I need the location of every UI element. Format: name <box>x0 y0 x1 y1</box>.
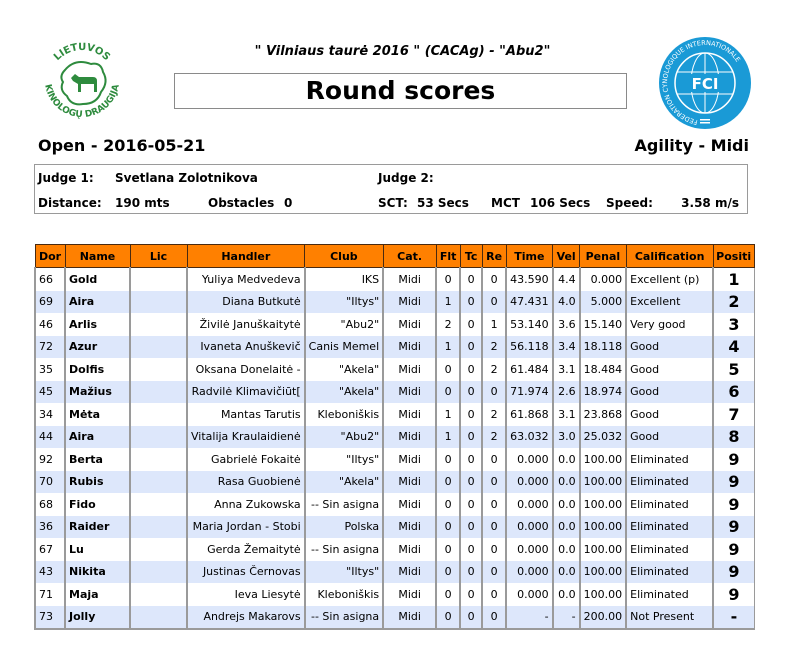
cell-calification: Good <box>626 426 713 449</box>
cell-tc: 0 <box>460 403 482 426</box>
cell-position: 6 <box>713 381 754 404</box>
cell-handler: Gabrielė Fokaitė <box>187 448 305 471</box>
cell-calification: Eliminated <box>626 516 713 539</box>
cell-position: 2 <box>713 291 754 314</box>
cell-calification: Not Present <box>626 606 713 630</box>
cell-flt: 0 <box>436 516 460 539</box>
cell-calification: Very good <box>626 313 713 336</box>
cell-flt: 0 <box>436 493 460 516</box>
cell-penal: 5.000 <box>580 291 627 314</box>
cell-lic <box>130 606 187 630</box>
cell-vel: 4.4 <box>553 268 580 291</box>
cell-re: 2 <box>482 336 506 359</box>
cell-re: 0 <box>482 583 506 606</box>
cell-club: "Abu2" <box>305 313 383 336</box>
column-header-tc: Tc <box>460 245 482 268</box>
cell-time: - <box>506 606 553 630</box>
cell-dor: 36 <box>35 516 65 539</box>
cell-cat: Midi <box>383 583 436 606</box>
table-row <box>35 583 754 606</box>
obstacles-value: 0 <box>284 196 293 210</box>
cell-calification: Eliminated <box>626 471 713 494</box>
mct-label: MCT <box>491 196 520 210</box>
cell-position: 9 <box>713 516 754 539</box>
cell-vel: 0.0 <box>553 448 580 471</box>
cell-time: 0.000 <box>506 583 553 606</box>
cell-vel: 4.0 <box>553 291 580 314</box>
cell-club: IKS <box>305 268 383 291</box>
cell-vel: 0.0 <box>553 516 580 539</box>
cell-flt: 1 <box>436 426 460 449</box>
cell-vel: - <box>553 606 580 630</box>
column-header-handler: Handler <box>187 245 305 268</box>
cell-lic <box>130 358 187 381</box>
cell-position: 9 <box>713 583 754 606</box>
cell-cat: Midi <box>383 606 436 630</box>
cell-flt: 0 <box>436 561 460 584</box>
cell-vel: 0.0 <box>553 583 580 606</box>
cell-calification: Good <box>626 336 713 359</box>
table-row <box>35 538 754 561</box>
table-row <box>35 313 754 336</box>
column-header-penal: Penal <box>580 245 627 268</box>
column-header-name: Name <box>65 245 130 268</box>
cell-calification: Eliminated <box>626 493 713 516</box>
distance-label: Distance: <box>38 196 102 210</box>
cell-handler: Živilė Januškaitytė <box>187 313 305 336</box>
cell-cat: Midi <box>383 336 436 359</box>
cell-name: Raider <box>65 516 130 539</box>
cell-handler: Maria Jordan - Stobi <box>187 516 305 539</box>
cell-dor: 92 <box>35 448 65 471</box>
cell-flt: 1 <box>436 336 460 359</box>
cell-cat: Midi <box>383 561 436 584</box>
cell-vel: 0.0 <box>553 493 580 516</box>
cell-club: -- Sin asigna <box>305 493 383 516</box>
judge1-label: Judge 1: <box>38 171 94 185</box>
cell-re: 0 <box>482 538 506 561</box>
cell-time: 53.140 <box>506 313 553 336</box>
cell-re: 0 <box>482 471 506 494</box>
column-header-flt: Flt <box>436 245 460 268</box>
cell-dor: 35 <box>35 358 65 381</box>
cell-time: 0.000 <box>506 538 553 561</box>
cell-time: 0.000 <box>506 471 553 494</box>
cell-club: Canis Memel <box>305 336 383 359</box>
cell-flt: 0 <box>436 471 460 494</box>
page-title: Round scores <box>174 73 627 109</box>
cell-club: "Iltys" <box>305 291 383 314</box>
cell-penal: 18.118 <box>580 336 627 359</box>
cell-vel: 3.1 <box>553 358 580 381</box>
cell-handler: Gerda Žemaitytė <box>187 538 305 561</box>
cell-position: 4 <box>713 336 754 359</box>
cell-handler: Ieva Liesytė <box>187 583 305 606</box>
cell-re: 1 <box>482 313 506 336</box>
cell-time: 56.118 <box>506 336 553 359</box>
cell-lic <box>130 403 187 426</box>
cell-tc: 0 <box>460 358 482 381</box>
cell-penal: 100.00 <box>580 516 627 539</box>
cell-tc: 0 <box>460 268 482 291</box>
cell-penal: 15.140 <box>580 313 627 336</box>
cell-vel: 0.0 <box>553 561 580 584</box>
cell-re: 0 <box>482 561 506 584</box>
cell-cat: Midi <box>383 291 436 314</box>
cell-club: "Abu2" <box>305 426 383 449</box>
cell-dor: 68 <box>35 493 65 516</box>
cell-flt: 0 <box>436 358 460 381</box>
cell-club: -- Sin asigna <box>305 538 383 561</box>
speed-label: Speed: <box>606 196 653 210</box>
cell-position: 3 <box>713 313 754 336</box>
cell-handler: Anna Zukowska <box>187 493 305 516</box>
table-row <box>35 493 754 516</box>
cell-flt: 0 <box>436 606 460 630</box>
table-row <box>35 381 754 404</box>
cell-time: 61.484 <box>506 358 553 381</box>
cell-re: 2 <box>482 403 506 426</box>
cell-name: Dolfis <box>65 358 130 381</box>
cell-vel: 3.6 <box>553 313 580 336</box>
cell-tc: 0 <box>460 493 482 516</box>
cell-vel: 3.1 <box>553 403 580 426</box>
cell-club: -- Sin asigna <box>305 606 383 630</box>
cell-penal: 100.00 <box>580 538 627 561</box>
cell-handler: Justinas Černovas <box>187 561 305 584</box>
cell-dor: 43 <box>35 561 65 584</box>
column-header-position: Positi <box>713 245 754 268</box>
judge1-value: Svetlana Zolotnikova <box>115 171 258 185</box>
cell-name: Lu <box>65 538 130 561</box>
cell-re: 0 <box>482 291 506 314</box>
cell-lic <box>130 426 187 449</box>
cell-club: "Iltys" <box>305 561 383 584</box>
cell-position: 5 <box>713 358 754 381</box>
cell-tc: 0 <box>460 471 482 494</box>
cell-flt: 1 <box>436 403 460 426</box>
cell-handler: Rasa Guobienė <box>187 471 305 494</box>
cell-cat: Midi <box>383 471 436 494</box>
cell-tc: 0 <box>460 448 482 471</box>
cell-name: Fido <box>65 493 130 516</box>
cell-calification: Good <box>626 403 713 426</box>
cell-vel: 2.6 <box>553 381 580 404</box>
cell-position: 9 <box>713 561 754 584</box>
cell-re: 0 <box>482 448 506 471</box>
cell-dor: 73 <box>35 606 65 630</box>
cell-club: Kleboniškis <box>305 583 383 606</box>
cell-tc: 0 <box>460 561 482 584</box>
cell-lic <box>130 268 187 291</box>
cell-tc: 0 <box>460 291 482 314</box>
cell-handler: Oksana Donelaitė - <box>187 358 305 381</box>
table-row <box>35 561 754 584</box>
cell-flt: 0 <box>436 381 460 404</box>
cell-dor: 67 <box>35 538 65 561</box>
cell-name: Gold <box>65 268 130 291</box>
cell-position: - <box>713 606 754 630</box>
cell-time: 71.974 <box>506 381 553 404</box>
cell-penal: 18.484 <box>580 358 627 381</box>
svg-text:FCI: FCI <box>691 75 719 93</box>
cell-calification: Eliminated <box>626 448 713 471</box>
cell-calification: Eliminated <box>626 583 713 606</box>
cell-penal: 100.00 <box>580 448 627 471</box>
cell-calification: Good <box>626 358 713 381</box>
lietuvos-kinologu-draugija-logo <box>35 36 129 130</box>
cell-lic <box>130 583 187 606</box>
obstacles-label: Obstacles <box>208 196 275 210</box>
round-category-label: Agility - Midi <box>634 136 749 155</box>
cell-dor: 72 <box>35 336 65 359</box>
cell-calification: Eliminated <box>626 561 713 584</box>
event-subtitle: " Vilniaus taurė 2016 " (CACAg) - "Abu2" <box>254 44 551 59</box>
cell-lic <box>130 493 187 516</box>
table-row <box>35 268 754 291</box>
cell-name: Mėta <box>65 403 130 426</box>
column-header-vel: Vel <box>553 245 580 268</box>
cell-cat: Midi <box>383 538 436 561</box>
cell-lic <box>130 448 187 471</box>
cell-penal: 25.032 <box>580 426 627 449</box>
cell-name: Jolly <box>65 606 130 630</box>
cell-time: 61.868 <box>506 403 553 426</box>
cell-re: 0 <box>482 606 506 630</box>
speed-value: 3.58 m/s <box>681 196 739 210</box>
cell-club: Polska <box>305 516 383 539</box>
cell-tc: 0 <box>460 516 482 539</box>
sct-label: SCT: <box>378 196 408 210</box>
column-header-dor: Dor <box>35 245 65 268</box>
cell-tc: 0 <box>460 426 482 449</box>
table-row <box>35 516 754 539</box>
table-row <box>35 336 754 359</box>
cell-vel: 3.4 <box>553 336 580 359</box>
cell-name: Maja <box>65 583 130 606</box>
table-row <box>35 291 754 314</box>
cell-lic <box>130 381 187 404</box>
cell-handler: Diana Butkutė <box>187 291 305 314</box>
cell-time: 63.032 <box>506 426 553 449</box>
cell-position: 8 <box>713 426 754 449</box>
cell-penal: 100.00 <box>580 471 627 494</box>
cell-tc: 0 <box>460 336 482 359</box>
cell-penal: 23.868 <box>580 403 627 426</box>
cell-time: 0.000 <box>506 561 553 584</box>
cell-penal: 18.974 <box>580 381 627 404</box>
cell-club: Kleboniškis <box>305 403 383 426</box>
cell-re: 2 <box>482 358 506 381</box>
cell-name: Rubis <box>65 471 130 494</box>
cell-cat: Midi <box>383 426 436 449</box>
cell-position: 9 <box>713 471 754 494</box>
cell-vel: 0.0 <box>553 471 580 494</box>
cell-tc: 0 <box>460 583 482 606</box>
cell-calification: Eliminated <box>626 538 713 561</box>
column-header-cat: Cat. <box>383 245 436 268</box>
column-header-lic: Lic <box>130 245 187 268</box>
table-row <box>35 448 754 471</box>
cell-cat: Midi <box>383 448 436 471</box>
cell-cat: Midi <box>383 268 436 291</box>
cell-cat: Midi <box>383 358 436 381</box>
cell-position: 9 <box>713 493 754 516</box>
cell-flt: 0 <box>436 583 460 606</box>
cell-handler: Mantas Tarutis <box>187 403 305 426</box>
cell-club: "Akela" <box>305 471 383 494</box>
cell-calification: Excellent <box>626 291 713 314</box>
table-row <box>35 403 754 426</box>
cell-name: Azur <box>65 336 130 359</box>
cell-handler: Yuliya Medvedeva <box>187 268 305 291</box>
cell-tc: 0 <box>460 313 482 336</box>
cell-dor: 34 <box>35 403 65 426</box>
cell-lic <box>130 561 187 584</box>
svg-text:KINOLOGŲ DRAUGIJA: KINOLOGŲ DRAUGIJA <box>42 83 122 121</box>
cell-time: 0.000 <box>506 516 553 539</box>
cell-position: 1 <box>713 268 754 291</box>
cell-handler: Vitalija Kraulaidienė <box>187 426 305 449</box>
cell-name: Arlis <box>65 313 130 336</box>
cell-re: 0 <box>482 516 506 539</box>
cell-time: 47.431 <box>506 291 553 314</box>
mct-value: 106 Secs <box>530 196 591 210</box>
cell-position: 9 <box>713 448 754 471</box>
cell-name: Aira <box>65 291 130 314</box>
cell-penal: 100.00 <box>580 583 627 606</box>
cell-time: 0.000 <box>506 493 553 516</box>
cell-cat: Midi <box>383 381 436 404</box>
cell-position: 7 <box>713 403 754 426</box>
sct-value: 53 Secs <box>417 196 469 210</box>
table-row <box>35 358 754 381</box>
cell-vel: 0.0 <box>553 538 580 561</box>
cell-dor: 44 <box>35 426 65 449</box>
cell-lic <box>130 471 187 494</box>
cell-dor: 70 <box>35 471 65 494</box>
cell-penal: 0.000 <box>580 268 627 291</box>
cell-calification: Excellent (p) <box>626 268 713 291</box>
cell-flt: 2 <box>436 313 460 336</box>
round-info-panel <box>34 164 748 214</box>
cell-cat: Midi <box>383 403 436 426</box>
cell-calification: Good <box>626 381 713 404</box>
cell-flt: 0 <box>436 538 460 561</box>
cell-lic <box>130 336 187 359</box>
column-header-re: Re <box>482 245 506 268</box>
cell-time: 43.590 <box>506 268 553 291</box>
cell-vel: 3.0 <box>553 426 580 449</box>
cell-club: "Akela" <box>305 381 383 404</box>
cell-dor: 66 <box>35 268 65 291</box>
cell-time: 0.000 <box>506 448 553 471</box>
cell-name: Berta <box>65 448 130 471</box>
table-header-row <box>35 245 754 268</box>
column-header-club: Club <box>305 245 383 268</box>
cell-name: Nikita <box>65 561 130 584</box>
distance-value: 190 mts <box>115 196 170 210</box>
cell-cat: Midi <box>383 493 436 516</box>
svg-text:LIETUVOS: LIETUVOS <box>51 41 112 64</box>
cell-cat: Midi <box>383 313 436 336</box>
cell-lic <box>130 516 187 539</box>
cell-dor: 71 <box>35 583 65 606</box>
table-row <box>35 471 754 494</box>
cell-penal: 200.00 <box>580 606 627 630</box>
cell-name: Aira <box>65 426 130 449</box>
cell-lic <box>130 313 187 336</box>
cell-tc: 0 <box>460 381 482 404</box>
column-header-time: Time <box>506 245 553 268</box>
judge2-label: Judge 2: <box>378 171 434 185</box>
cell-flt: 0 <box>436 268 460 291</box>
cell-lic <box>130 291 187 314</box>
cell-tc: 0 <box>460 606 482 630</box>
cell-re: 0 <box>482 493 506 516</box>
cell-penal: 100.00 <box>580 493 627 516</box>
cell-handler: Andrejs Makarovs <box>187 606 305 630</box>
cell-lic <box>130 538 187 561</box>
table-row <box>35 426 754 449</box>
cell-tc: 0 <box>460 538 482 561</box>
class-date-label: Open - 2016-05-21 <box>38 136 206 155</box>
cell-name: Mažius <box>65 381 130 404</box>
cell-handler: Radvilė Klimavičiūt[ <box>187 381 305 404</box>
cell-dor: 45 <box>35 381 65 404</box>
cell-re: 0 <box>482 381 506 404</box>
svg-text:FEDERATION CYNOLOGIQUE INTERNA: FEDERATION CYNOLOGIQUE INTERNATIONALE <box>660 38 742 127</box>
column-header-calification: Calification <box>626 245 713 268</box>
fci-logo <box>658 36 752 130</box>
cell-dor: 69 <box>35 291 65 314</box>
cell-cat: Midi <box>383 516 436 539</box>
cell-penal: 100.00 <box>580 561 627 584</box>
cell-club: "Akela" <box>305 358 383 381</box>
cell-re: 0 <box>482 268 506 291</box>
cell-flt: 1 <box>436 291 460 314</box>
table-row <box>35 606 754 630</box>
cell-handler: Ivaneta Anuškevič <box>187 336 305 359</box>
cell-dor: 46 <box>35 313 65 336</box>
cell-club: "Iltys" <box>305 448 383 471</box>
cell-re: 2 <box>482 426 506 449</box>
cell-flt: 0 <box>436 448 460 471</box>
round-scores-table <box>34 244 755 630</box>
cell-position: 9 <box>713 538 754 561</box>
